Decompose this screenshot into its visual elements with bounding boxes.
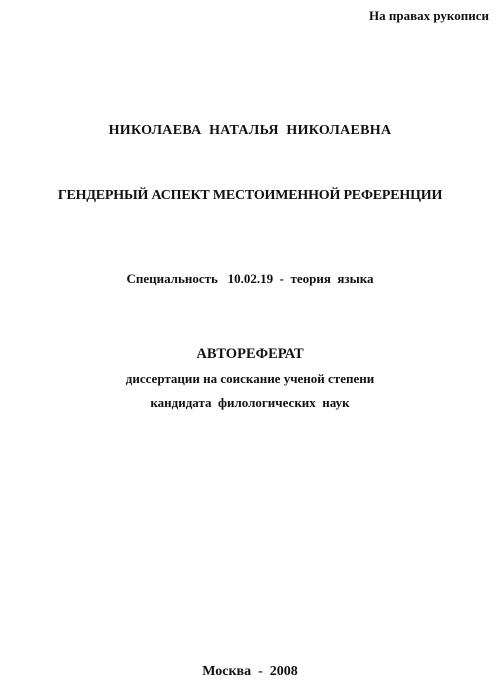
rights-notice: На правах рукописи <box>369 8 489 23</box>
degree-line-1: диссертации на соискание ученой степени <box>125 371 375 386</box>
document-type: АВТОРЕФЕРАТ <box>196 346 304 362</box>
place-and-year: Москва - 2008 <box>202 664 298 679</box>
specialty-line: Специальность 10.02.19 - теория языка <box>126 271 374 286</box>
author-name: НИКОЛАЕВА НАТАЛЬЯ НИКОЛАЕВНА <box>108 123 392 138</box>
degree-line-2: кандидата филологических наук <box>150 395 350 410</box>
dissertation-title: ГЕНДЕРНЫЙ АСПЕКТ МЕСТОИМЕННОЙ РЕФЕРЕНЦИИ <box>57 188 443 203</box>
